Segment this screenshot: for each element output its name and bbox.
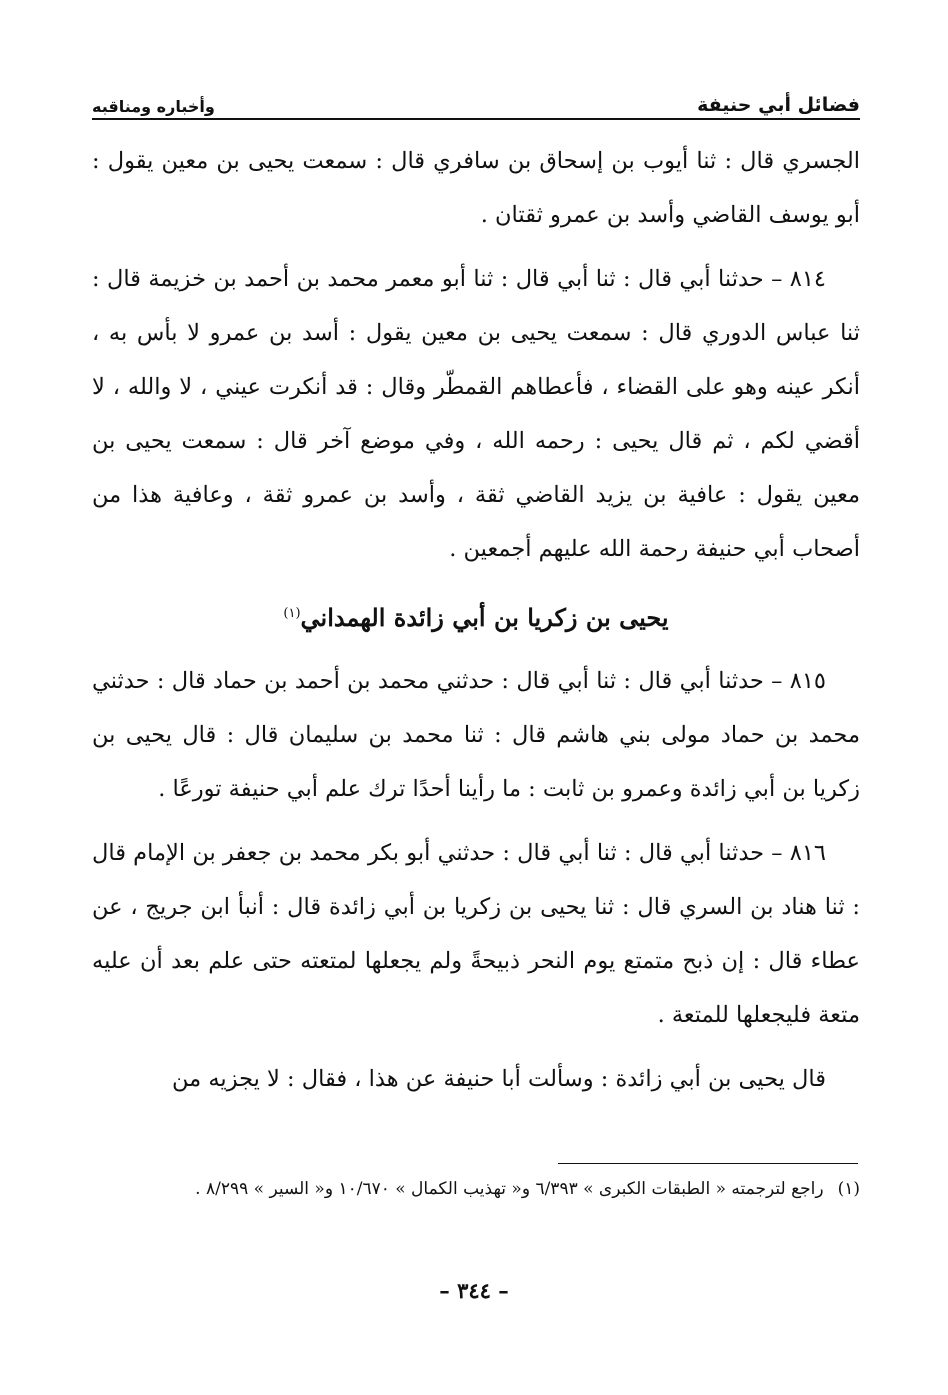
page-number: – ٣٤٤ – [439, 1278, 509, 1303]
paragraph-815: ٨١٥ – حدثنا أبي قال : ثنا أبي قال : حدثني محمد بن أحمد بن حماد قال : حدثني محمد بن حماد مولى بني هاشم قال : ثنا محمد بن سليمان قال : قال يحيى بن زكريا بن أبي زائدة وعمرو بن ثابت : ما رأينا أحدًا ترك علم أبي حنيفة تورعًا . [92, 668, 860, 802]
header-divider [92, 118, 860, 120]
footnote-number: (١) [837, 1179, 860, 1199]
paragraph-814: ٨١٤ – حدثنا أبي قال : ثنا أبي قال : ثنا أبو معمر محمد بن أحمد بن خزيمة قال : ثنا عباس الدوري قال : سمعت يحيى بن معين يقول : أسد بن عمرو لا بأس به ، أنكر عينه وهو على القضاء ، فأعطاهم القمطّر وقال : قد أنكرت عيني ، لا والله ، لا أقضي لكم ، ثم قال يحيى : رحمه الله ، وفي موضع آخر قال : سمعت يحيى بن معين يقول : عافية بن يزيد القاضي ثقة ، وأسد بن عمرو ثقة ، وعافية هذا من أصحاب أبي حنيفة رحمة الله عليهم أجمعين . [92, 266, 860, 562]
section-heading-text: يحيى بن زكريا بن أبي زائدة الهمداني [300, 603, 669, 632]
header-book-title: فضائل أبي حنيفة [697, 94, 860, 116]
main-text [92, 134, 860, 1116]
section-heading [92, 586, 860, 646]
footnote-text: راجع لترجمته « الطبقات الكبرى » ٦/٣٩٣ و« تهذيب الكمال » ١٠/٦٧٠ و« السير » ٨/٢٩٩ . [195, 1179, 824, 1199]
footnote-reference: (١) [283, 606, 301, 621]
paragraph-continuation: الجسري قال : ثنا أيوب بن إسحاق بن سافري قال : سمعت يحيى بن معين يقول : أبو يوسف القاضي وأسد بن عمرو ثقتان . [92, 148, 860, 228]
paragraph-816: ٨١٦ – حدثنا أبي قال : ثنا أبي قال : حدثني أبو بكر محمد بن جعفر بن الإمام قال : ثنا هناد بن السري قال : ثنا يحيى بن زكريا بن أبي زائدة قال : أنبأ ابن جريج ، عن عطاء قال : إن ذبح متمتع يوم النحر ذبيحةً ولم يجعلها لمتعته حتى علم بعد أن عليه متعة فليجعلها للمتعة . [92, 840, 860, 1028]
running-header [92, 78, 860, 116]
paragraph-continuation-end: قال يحيى بن أبي زائدة : وسألت أبا حنيفة عن هذا ، فقال : لا يجزيه من [172, 1066, 826, 1092]
header-subtitle: وأخباره ومناقبه [92, 97, 215, 116]
footnote-divider [558, 1163, 858, 1164]
footnote [92, 1172, 860, 1206]
